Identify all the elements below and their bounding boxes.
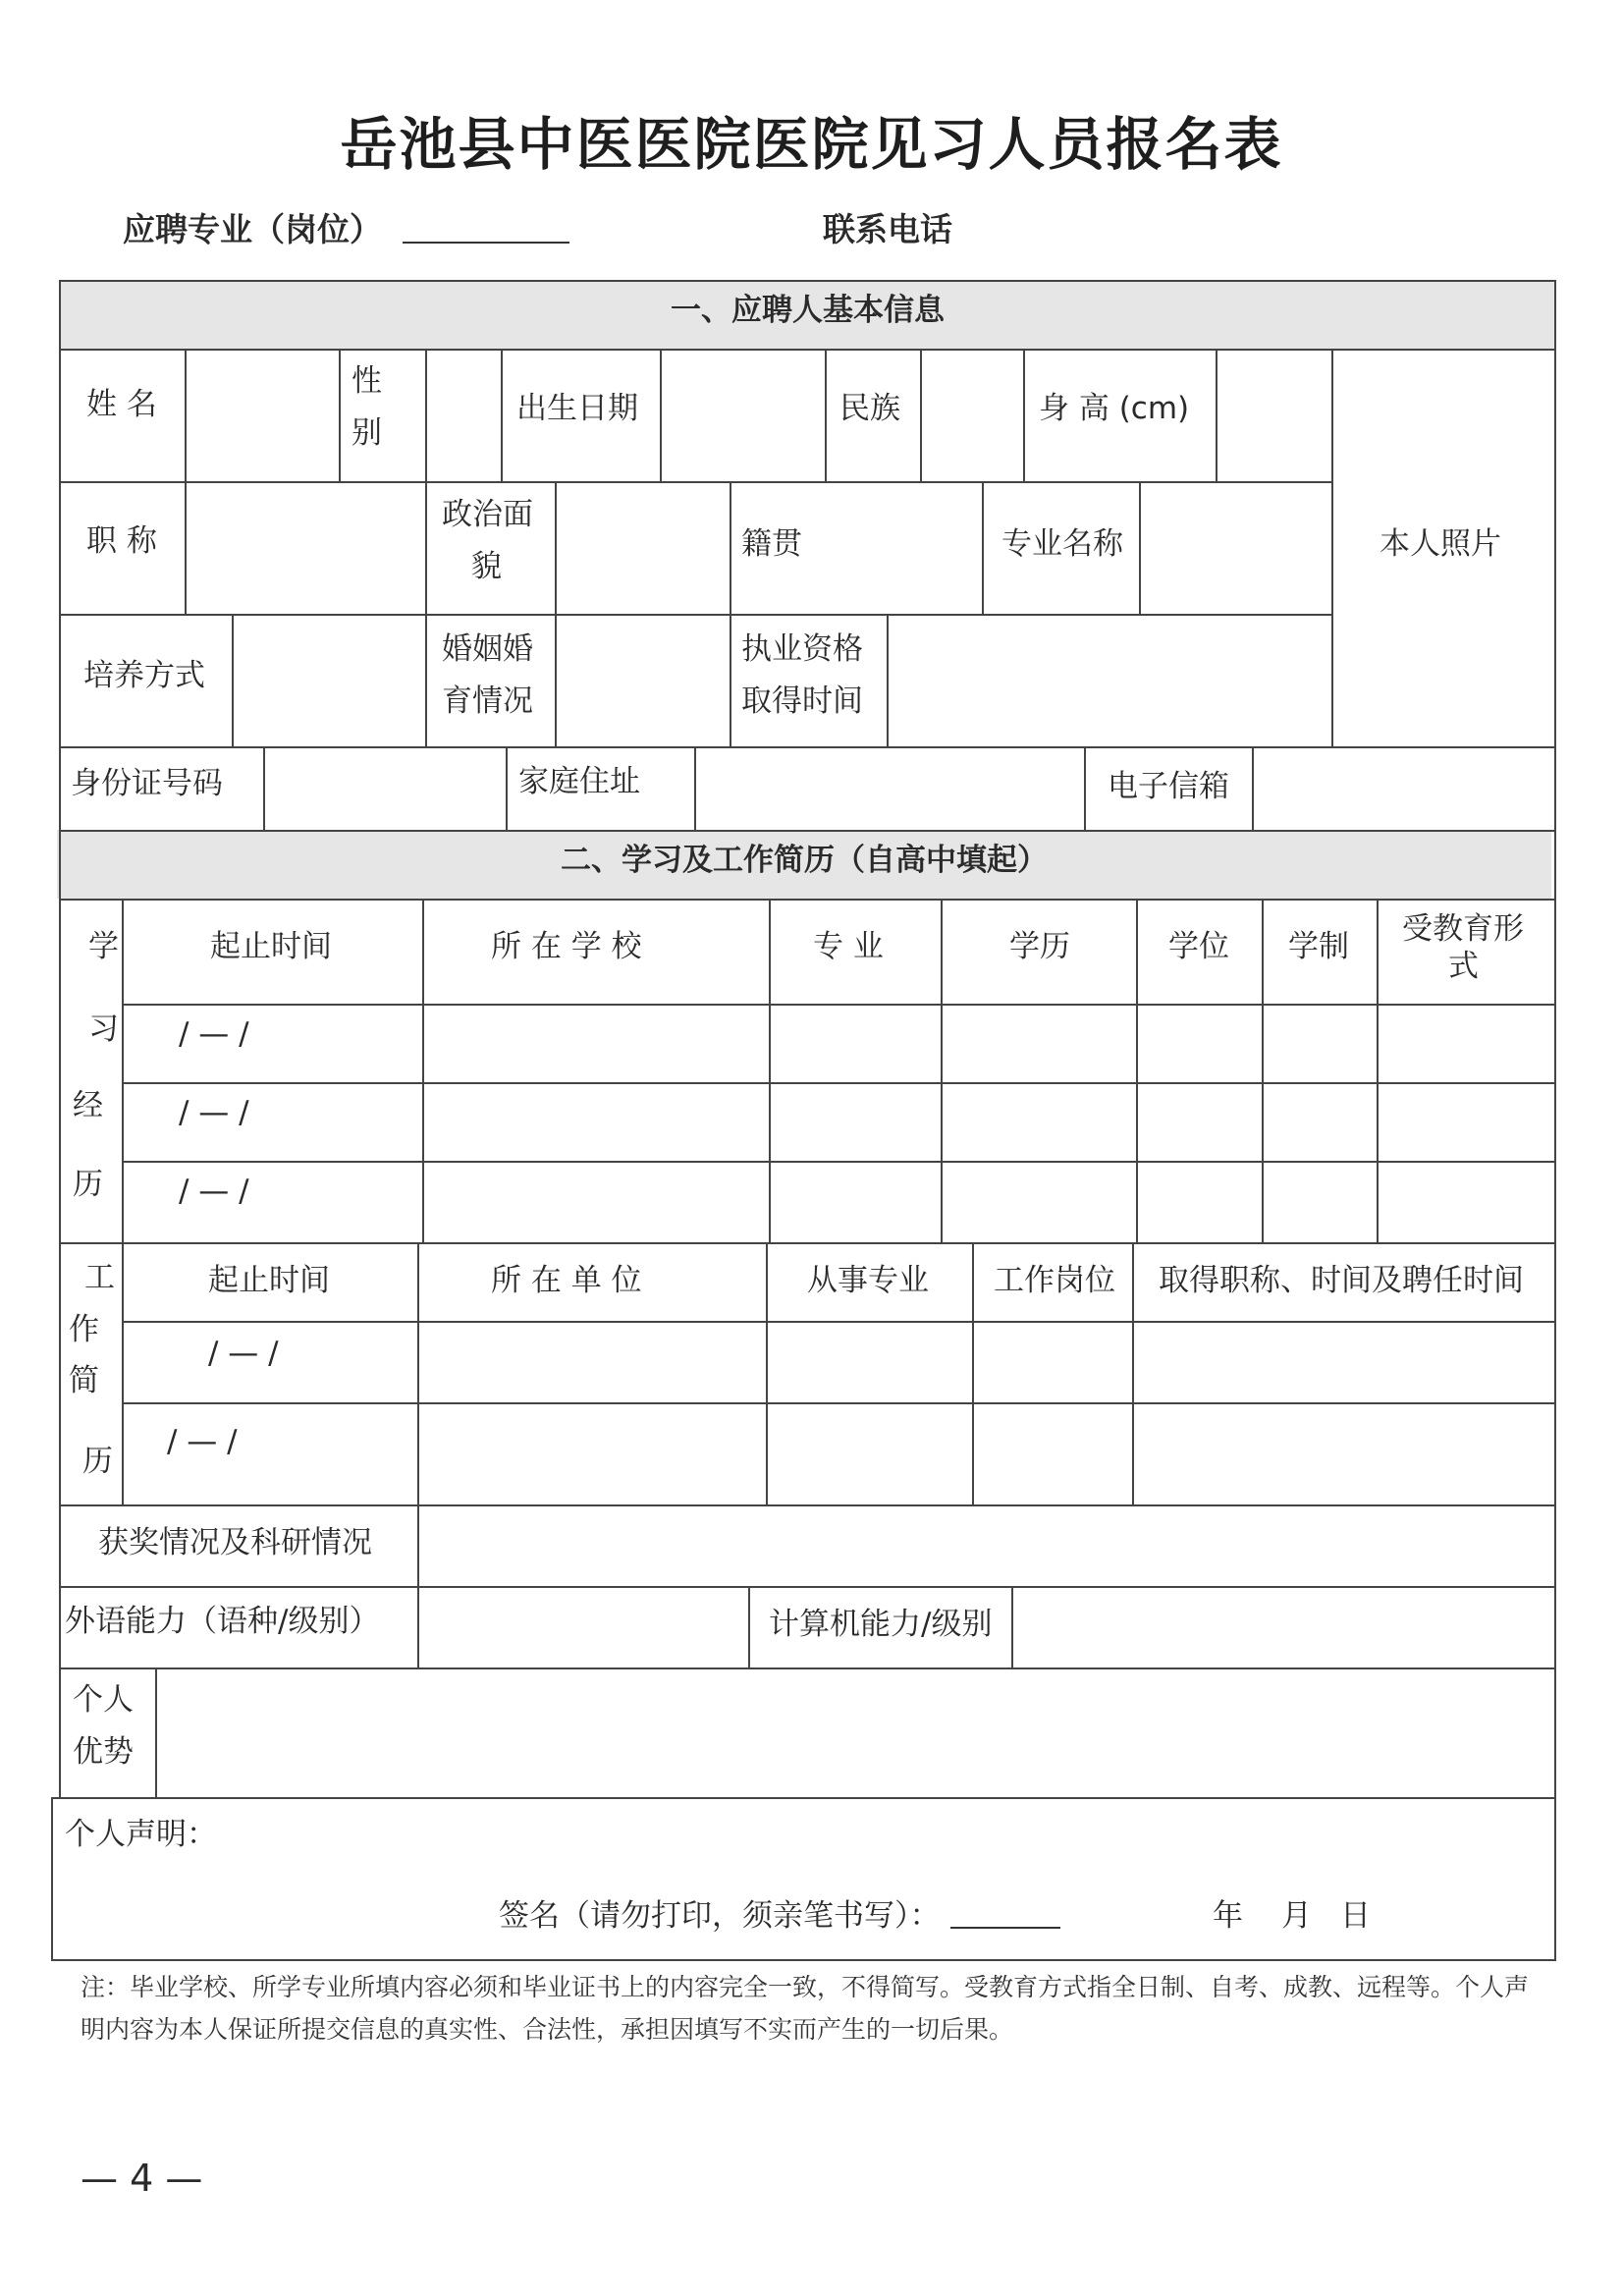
- study-header-degree: 学位: [1168, 929, 1229, 964]
- birth-label: 出生日期: [516, 391, 638, 426]
- study-header-length: 学制: [1288, 929, 1349, 964]
- study-header-form-1: 受教育形: [1402, 911, 1524, 947]
- strength-label-1: 个人: [73, 1682, 134, 1718]
- study-date-1[interactable]: / — /: [179, 1016, 249, 1052]
- study-label-1: 学: [88, 929, 119, 964]
- study-header-form-2: 式: [1448, 949, 1479, 984]
- awards-label: 获奖情况及科研情况: [98, 1525, 372, 1560]
- study-label-2: 习: [88, 1011, 119, 1047]
- position-blank[interactable]: [403, 242, 569, 244]
- position-label: 应聘专业（岗位）: [123, 210, 382, 248]
- day-label: 日: [1340, 1898, 1371, 1934]
- study-date-3[interactable]: / — /: [179, 1174, 249, 1209]
- section1-title: 一、应聘人基本信息: [671, 293, 945, 328]
- computer-label: 计算机能力/级别: [769, 1607, 993, 1642]
- study-label-4: 历: [73, 1167, 103, 1202]
- signature-blank[interactable]: [950, 1927, 1060, 1929]
- footnote: 注：毕业学校、所学专业所填内容必须和毕业证书上的内容完全一致，不得简写。受教育方式指全日制、自考、成教、远程等。个人声明内容为本人保证所提交信息的真实性、合法性，承担因填写不实而产生的一切后果。: [81, 1973, 1530, 2044]
- work-date-1[interactable]: / — /: [208, 1336, 279, 1371]
- year-label: 年: [1213, 1898, 1243, 1934]
- qualification-label-1: 执业资格: [741, 631, 863, 667]
- major-name-label: 专业名称: [1001, 526, 1123, 562]
- work-label-3: 简: [69, 1363, 99, 1398]
- id-number-label: 身份证号码: [71, 766, 223, 801]
- study-header-period: 起止时间: [210, 929, 332, 964]
- language-label: 外语能力（语种/级别）: [65, 1604, 380, 1639]
- gender-label-2: 别: [352, 415, 382, 451]
- photo-label: 本人照片: [1380, 526, 1501, 562]
- page-number: — 4 —: [81, 2157, 203, 2200]
- month-label: 月: [1281, 1898, 1312, 1934]
- work-header-title-time: 取得职称、时间及聘任时间: [1159, 1263, 1524, 1298]
- height-label: 身 高 (cm): [1039, 391, 1190, 426]
- politics-label-1: 政治面: [442, 497, 533, 532]
- training-label: 培养方式: [83, 658, 205, 693]
- work-label-1: 工: [84, 1260, 115, 1295]
- phone-label: 联系电话: [823, 210, 952, 248]
- study-header-school: 所 在 学 校: [491, 929, 642, 964]
- email-label: 电子信箱: [1108, 769, 1229, 804]
- marital-label-1: 婚姻婚: [442, 631, 533, 667]
- work-header-period: 起止时间: [208, 1263, 330, 1298]
- study-date-2[interactable]: / — /: [179, 1095, 249, 1130]
- form-title: 岳池县中医医院医院见习人员报名表: [340, 111, 1283, 178]
- work-label-4: 历: [82, 1444, 113, 1479]
- work-date-2[interactable]: / — /: [167, 1424, 238, 1459]
- work-header-unit: 所 在 单 位: [491, 1263, 642, 1298]
- politics-label-2: 貌: [471, 549, 502, 584]
- study-label-3: 经: [73, 1088, 103, 1123]
- job-title-label: 职 称: [86, 523, 157, 559]
- address-label: 家庭住址: [518, 764, 640, 799]
- marital-label-2: 育情况: [442, 683, 533, 719]
- declaration-label: 个人声明：: [65, 1817, 217, 1852]
- work-header-post: 工作岗位: [994, 1263, 1115, 1298]
- study-header-major: 专 业: [813, 929, 884, 964]
- strength-label-2: 优势: [73, 1734, 134, 1770]
- study-header-degree-level: 学历: [1009, 929, 1070, 964]
- section2-title: 二、学习及工作简历（自高中填起）: [561, 843, 1048, 878]
- work-label-2: 作: [69, 1312, 99, 1347]
- qualification-label-2: 取得时间: [741, 683, 863, 719]
- gender-label-1: 性: [352, 363, 382, 399]
- work-header-field: 从事专业: [807, 1263, 929, 1298]
- name-label: 姓 名: [86, 387, 157, 422]
- ethnicity-label: 民族: [839, 391, 900, 426]
- native-label: 籍贯: [741, 526, 802, 562]
- signature-label: 签名（请勿打印，须亲笔书写）：: [499, 1898, 941, 1934]
